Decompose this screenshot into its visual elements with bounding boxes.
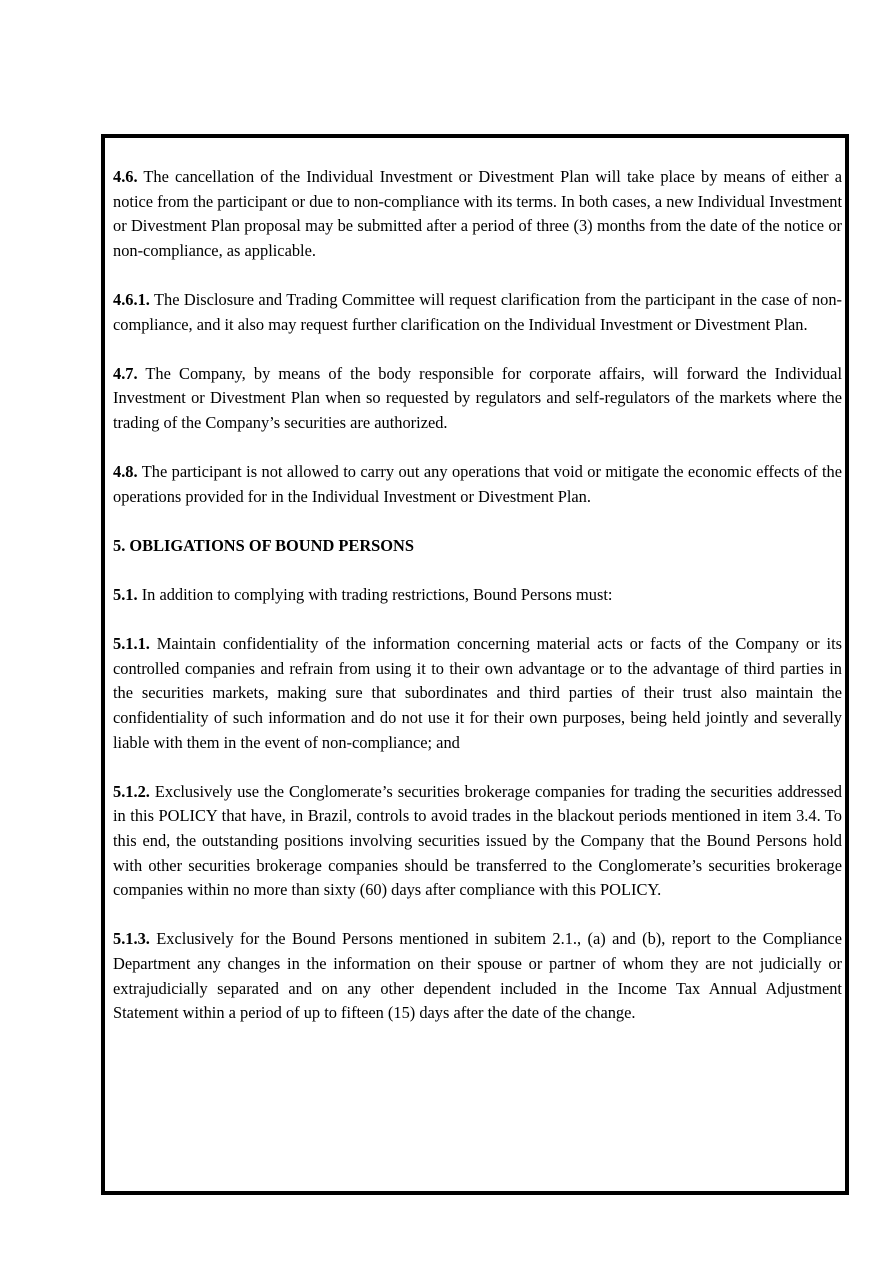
paragraph-4-7 (113, 362, 842, 436)
clause-text: Maintain confidentiality of the information concerning material acts or facts of the Company or its controlled companies and refrain from using it to their own advantage or to the advantage of third parties in the securities markets, making sure that subordinates and third parties of their trust also maintain the confidentiality of such information and do not use it for their own purposes, being held jointly and severally liable with them in the event of non-compliance; and (113, 634, 843, 752)
clause-text: The Company, by means of the body responsible for corporate affairs, will forward the Individual Investment or Divestment Plan when so requested by regulators and self-regulators of the markets where the trading of the Company’s securities are authorized. (113, 363, 843, 432)
document-body (113, 165, 842, 1050)
clause-text: The participant is not allowed to carry out any operations that void or mitigate the economic effects of the operations provided for in the Individual Investment or Divestment Plan. (113, 462, 842, 506)
clause-number: 5.1.3. (113, 929, 150, 949)
paragraph-5-1-1 (113, 632, 842, 755)
clause-text: Exclusively use the Conglomerate’s securities brokerage companies for trading the securities addressed in this POLICY that have, in Brazil, controls to avoid trades in the blackout periods mentioned in item 3.4. To this end, the outstanding positions involving securities issued by the Company that the Bound Persons hold with other securities brokerage companies should be transferred to the Conglomerate’s securities brokerage companies within no more than sixty (60) days after compliance with this POLICY. (113, 781, 842, 900)
paragraph-5-1-2 (113, 780, 842, 903)
clause-number: 5.1. (113, 585, 138, 605)
clause-number: 5.1.1. (113, 634, 150, 654)
paragraph-4-8 (113, 460, 842, 509)
clause-number: 4.8. (113, 462, 138, 482)
paragraph-4-6-1 (113, 288, 842, 337)
paragraph-5-1 (113, 583, 842, 608)
clause-number: 4.7. (113, 363, 138, 383)
section-heading: 5. OBLIGATIONS OF BOUND PERSONS (113, 535, 415, 555)
clause-text: The Disclosure and Trading Committee will request clarification from the participant in the case of non-compliance, and it also may request further clarification on the Individual Investment or Divestment Plan. (113, 289, 842, 334)
clause-text: In addition to complying with trading restrictions, Bound Persons must: (141, 585, 613, 605)
clause-text: Exclusively for the Bound Persons mentioned in subitem 2.1., (a) and (b), report to the Compliance Department any changes in the information on their spouse or partner of whom they are not judicially or extrajudicially separated and on any other dependent included in the Income Tax Annual Adjustment Statement within a period of up to fifteen (15) days after the date of the change. (113, 929, 842, 1023)
paragraph-4-6 (113, 165, 842, 263)
page-border (101, 134, 849, 1195)
clause-number: 4.6. (113, 167, 138, 186)
paragraph-5-1-3 (113, 927, 842, 1025)
clause-text: The cancellation of the Individual Investment or Divestment Plan will take place by means of either a notice from the participant or due to non-compliance with its terms. In both cases, a new Individual Investment or Divestment Plan proposal may be submitted after a period of three (3) months from the date of the notice or non-compliance, as applicable. (113, 167, 842, 260)
clause-number: 4.6.1. (113, 289, 150, 309)
clause-number: 5.1.2. (113, 781, 150, 801)
